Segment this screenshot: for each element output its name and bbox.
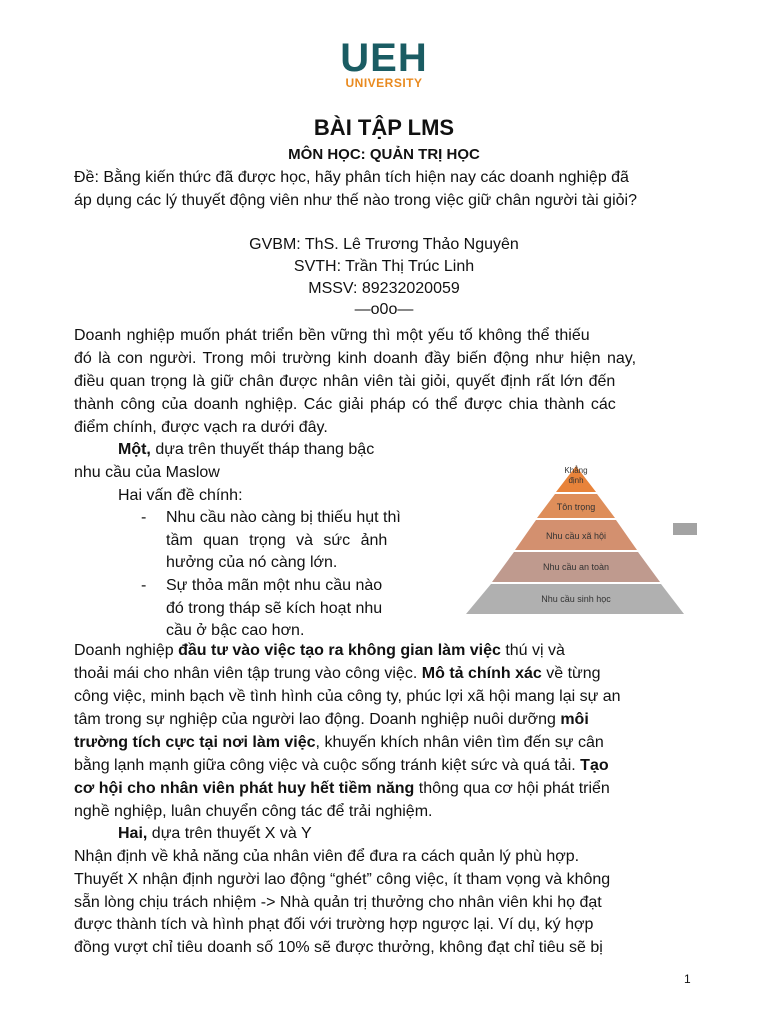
subject-heading: MÔN HỌC: QUẢN TRỊ HỌC — [288, 146, 480, 163]
bullet-line: tầm quan trọng và sức ảnh — [166, 532, 388, 549]
xy-heading: Hai, dựa trên thuyết X và Y — [118, 825, 312, 842]
pyramid-label-5: Nhu cầu sinh học — [541, 594, 611, 604]
ueh-logo: UEH — [340, 36, 428, 80]
pyramid-label-4: Nhu cầu an toàn — [542, 562, 610, 572]
separator: —o0o— — [354, 301, 414, 318]
bullet-dash: - — [141, 577, 147, 594]
para2-line: thoải mái cho nhân viên tập trung vào công việc. Mô tả chính xác về từng — [74, 665, 601, 682]
intro-line: thành công của doanh nghiệp. Các giải pháp có thể được chia thành các — [74, 396, 616, 413]
page-title: BÀI TẬP LMS — [313, 115, 455, 140]
student-id: MSSV: 89232020059 — [308, 280, 460, 297]
intro-line: điều quan trọng là giữ chân được nhân viên tài giỏi, quyết định rất lớn đến — [74, 373, 616, 390]
maslow-heading-rest: dựa trên thuyết tháp thang bậc — [150, 441, 375, 458]
bullet-line: Sự thỏa mãn một nhu cầu nào — [166, 577, 383, 594]
issues-label: Hai vấn đề chính: — [118, 487, 243, 504]
student-name: SVTH: Trần Thị Trúc Linh — [293, 258, 475, 275]
xy-line: Nhận định về khả năng của nhân viên để đưa ra cách quản lý phù hợp. — [74, 848, 580, 865]
gray-marker — [673, 523, 697, 535]
xy-line: đồng vượt chỉ tiêu doanh số 10% sẽ được thưởng, không đạt chỉ tiêu sẽ bị — [74, 939, 603, 956]
para2-line: cơ hội cho nhân viên phát huy hết tiềm năng thông qua cơ hội phát triển — [74, 780, 610, 797]
intro-line: điểm chính, được vạch ra dưới đây. — [74, 419, 328, 436]
maslow-heading-bold: Một, — [118, 441, 151, 458]
bullet-line: cầu ở bậc cao hơn. — [166, 622, 305, 639]
para2-line: nghề nghiệp, luân chuyển công tác để trải nghiệm. — [74, 803, 433, 820]
pyramid-label-3: Nhu cầu xã hội — [545, 531, 607, 541]
maslow-heading-line2: nhu cầu của Maslow — [74, 464, 220, 481]
maslow-pyramid-figure — [460, 460, 692, 616]
bullet-line: đó trong tháp sẽ kích hoạt nhu — [166, 600, 383, 617]
bullet-line: hưởng của nó càng lớn. — [166, 554, 338, 571]
bullet-dash: - — [141, 509, 147, 526]
pyramid-label-1: Khẳng — [564, 466, 588, 475]
xy-line: được thành tích và hình phạt đối với trường hợp ngược lại. Ví dụ, ký hợp — [74, 916, 594, 933]
xy-line: sẵn lòng chịu trách nhiệm -> Nhà quản trị thưởng cho nhân viên khi họ đạt — [74, 894, 602, 911]
prompt-line: áp dụng các lý thuyết động viên như thế nào trong việc giữ chân người tài giỏi? — [74, 192, 637, 209]
lecturer-info: GVBM: ThS. Lê Trương Thảo Nguyên — [249, 236, 519, 253]
xy-line: Thuyết X nhận định người lao động “ghét” công việc, ít tham vọng và không — [74, 871, 611, 888]
para2-line: Doanh nghiệp đầu tư vào việc tạo ra không gian làm việc thú vị và — [74, 642, 565, 659]
bullet-line: Nhu cầu nào càng bị thiếu hụt thì — [166, 509, 401, 526]
intro-line: Doanh nghiệp muốn phát triển bền vững thì một yếu tố không thể thiếu — [74, 327, 590, 344]
para2-line: bằng lạnh mạnh giữa công việc và cuộc sống tránh kiệt sức và quá tải. Tạo — [74, 757, 609, 774]
page-number: 1 — [684, 972, 691, 986]
ueh-logo-subtitle: UNIVERSITY — [345, 76, 423, 90]
para2-line: công việc, minh bạch về tình hình của công ty, phúc lợi xã hội mang lại sự an — [74, 688, 621, 705]
para2-line: trường tích cực tại nơi làm việc, khuyến khích nhân viên tìm đến sự cân — [74, 734, 604, 751]
prompt-line: Đề: Bằng kiến thức đã được học, hãy phân tích hiện nay các doanh nghiệp đã — [74, 169, 629, 186]
maslow-heading — [74, 438, 694, 461]
pyramid-label-2: Tôn trọng — [556, 502, 596, 512]
para2-line: tâm trong sự nghiệp của người lao động. Doanh nghiệp nuôi dưỡng môi — [74, 711, 589, 728]
pyramid-label-1b: định — [568, 476, 584, 485]
intro-line: đó là con người. Trong môi trường kinh doanh đầy biến động như hiện nay, — [74, 350, 637, 367]
